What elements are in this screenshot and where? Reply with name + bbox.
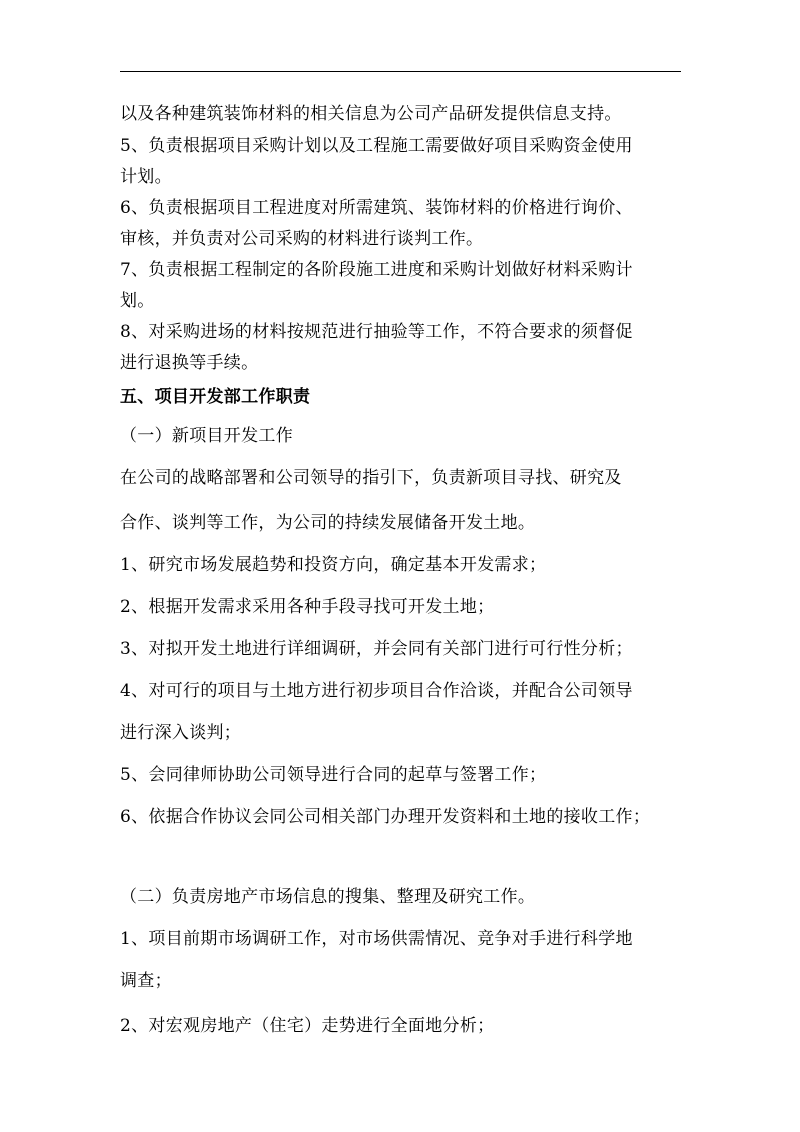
text-line: 进行深入谈判；: [120, 723, 242, 743]
text-line: 8、对采购进场的材料按规范进行抽验等工作，不符合要求的须督促: [120, 322, 633, 342]
text-line: 3、对拟开发土地进行详细调研，并会同有关部门进行可行性分析；: [120, 639, 633, 659]
text-line: 合作、谈判等工作，为公司的持续发展储备开发土地。: [120, 513, 536, 533]
text-line: 划。: [120, 291, 155, 311]
text-line: 以及各种建筑装饰材料的相关信息为公司产品研发提供信息支持。: [120, 104, 622, 124]
text-line: 2、对宏观房地产（住宅）走势进行全面地分析；: [120, 1016, 495, 1036]
section-heading: 五、项目开发部工作职责: [120, 387, 311, 407]
text-line: 1、研究市场发展趋势和投资方向，确定基本开发需求；: [120, 555, 547, 575]
text-line: 1、项目前期市场调研工作，对市场供需情况、竞争对手进行科学地: [120, 929, 633, 949]
text-line: 6、负责根据项目工程进度对所需建筑、装饰材料的价格进行询价、: [120, 198, 633, 218]
text-line: 在公司的战略部署和公司领导的指引下，负责新项目寻找、研究及: [120, 468, 622, 488]
text-line: 审核，并负责对公司采购的材料进行谈判工作。: [120, 229, 484, 249]
subsection-heading: （一）新项目开发工作: [120, 426, 293, 446]
text-line: 5、会同律师协助公司领导进行合同的起草与签署工作；: [120, 765, 547, 785]
text-line: 计划。: [120, 167, 172, 187]
text-line: 7、负责根据工程制定的各阶段施工进度和采购计划做好材料采购计: [120, 260, 633, 280]
text-line: 4、对可行的项目与土地方进行初步项目合作洽谈，并配合公司领导: [120, 681, 633, 701]
subsection-heading: （二）负责房地产市场信息的搜集、整理及研究工作。: [120, 887, 536, 907]
text-line: 6、依据合作协议会同公司相关部门办理开发资料和土地的接收工作；: [120, 807, 651, 827]
text-line: 调查；: [120, 971, 172, 991]
text-line: 进行退换等手续。: [120, 353, 259, 373]
text-line: 2、根据开发需求采用各种手段寻找可开发土地；: [120, 597, 495, 617]
header-rule: [120, 71, 681, 72]
text-line: 5、负责根据项目采购计划以及工程施工需要做好项目采购资金使用: [120, 136, 633, 156]
